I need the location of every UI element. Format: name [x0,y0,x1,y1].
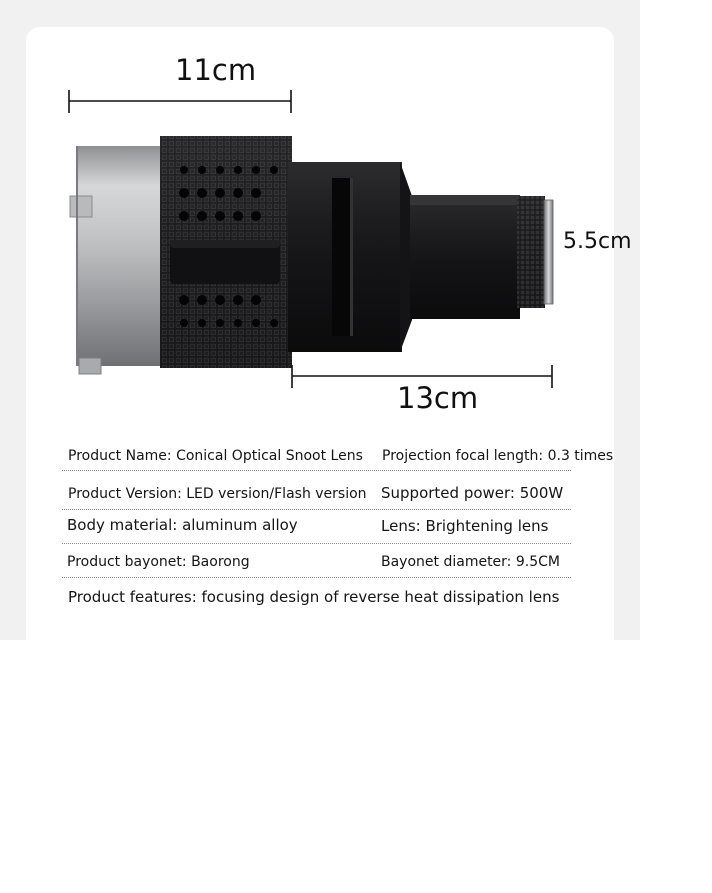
spec-lens: Lens: Brightening lens [381,517,549,535]
spec-projection-focal-length: Projection focal length: 0.3 times [382,448,614,464]
spec-bayonet-diameter: Bayonet diameter: 9.5CM [381,554,560,570]
length-dimension-label: 13cm [397,381,479,415]
lens-barrel [410,195,520,319]
width-dimension-label: 11cm [175,53,257,87]
front-focus-ring [517,196,553,308]
spec-product-name: Product Name: Conical Optical Snoot Lens [68,448,363,464]
spec-product-version: Product Version: LED version/Flash version [68,486,367,502]
heat-dissipation-body [160,136,292,368]
diameter-dimension-label: 5.5cm [563,229,632,254]
lens-collar [288,162,412,352]
spec-product-features: Product features: focusing design of reverse heat dissipation lens [68,588,560,606]
product-illustration [0,0,712,430]
bayonet-mount [70,146,167,374]
spec-divider [62,509,571,510]
spec-divider [62,577,571,578]
spec-divider [62,543,571,544]
width-dimension-line [69,90,291,113]
spec-supported-power: Supported power: 500W [381,484,564,502]
spec-divider [62,470,571,471]
spec-product-bayonet: Product bayonet: Baorong [67,554,250,570]
spec-body-material: Body material: aluminum alloy [67,516,298,534]
